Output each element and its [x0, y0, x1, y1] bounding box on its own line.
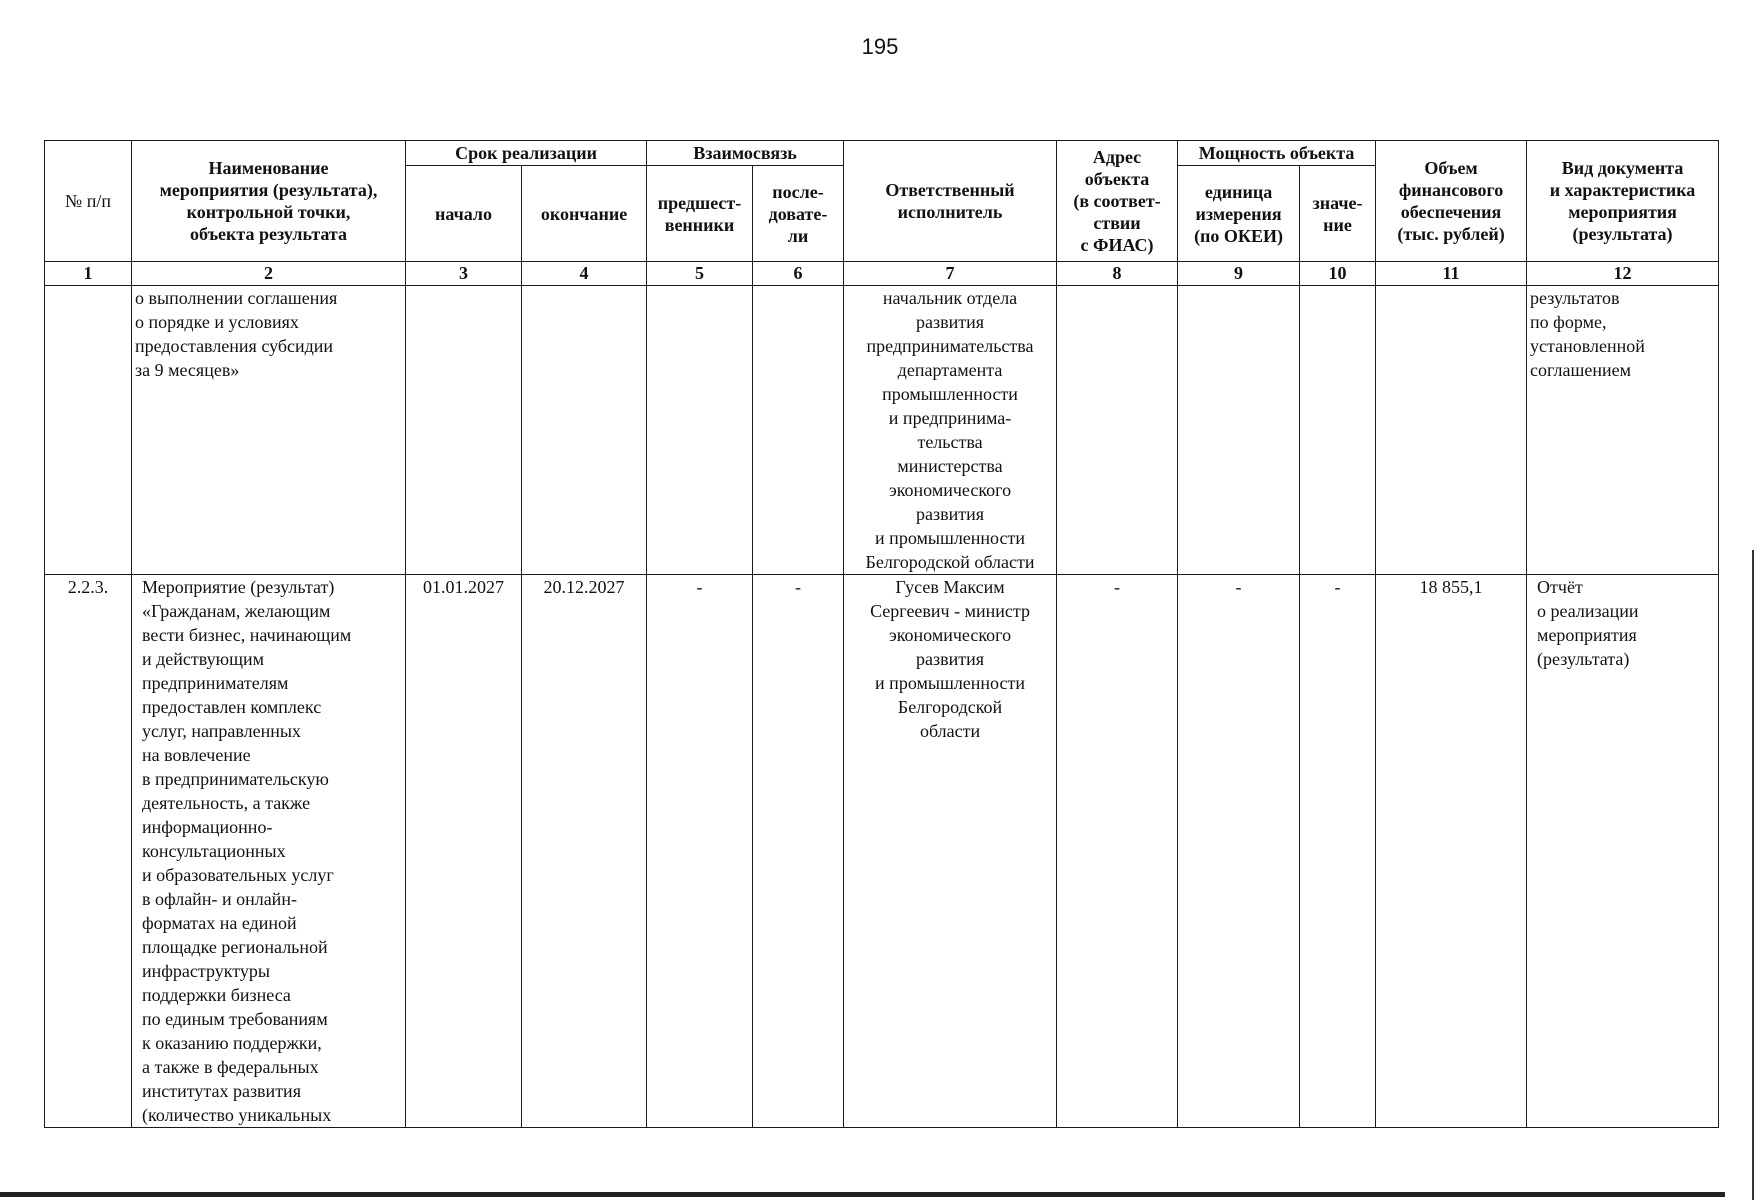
- column-number: 5: [647, 262, 753, 286]
- cell-unit: [1178, 286, 1300, 575]
- column-number: 6: [753, 262, 844, 286]
- column-number: 8: [1057, 262, 1178, 286]
- header-col-succ: после- довате- ли: [753, 166, 844, 262]
- page-number: 195: [861, 34, 899, 59]
- cell-finance: [1376, 286, 1527, 575]
- header-col-doc: Вид документа и характеристика мероприятия (результата): [1527, 141, 1719, 262]
- header-col-name: Наименование мероприятия (результата), контрольной точки, объекта результата: [132, 141, 406, 262]
- column-number: 2: [132, 262, 406, 286]
- header-col-resp: Ответственный исполнитель: [844, 141, 1057, 262]
- table-row: [45, 575, 1719, 1128]
- column-number: 9: [1178, 262, 1300, 286]
- cell-succ: [753, 286, 844, 575]
- cell-pred: -: [647, 575, 753, 1128]
- cell-end: [522, 286, 647, 575]
- column-number: 4: [522, 262, 647, 286]
- cell-succ: -: [753, 575, 844, 1128]
- cell-name: Мероприятие (результат) «Гражданам, желающим вести бизнес, начинающим и действующим предпринимателям предоставлен комплекс услуг, направленных на вовлечение в предпринимательскую деятельность, а также информационно- консультационных и образовательных услуг в офлайн- и онлайн- форматах на единой площадке региональной инфраструктуры поддержки бизнеса по единым требованиям к оказанию поддержки, а также в федеральных институтах развития (количество уникальных: [132, 575, 406, 1128]
- cell-doc: Отчёт о реализации мероприятия (результата): [1527, 575, 1719, 1128]
- header-col-addr: Адрес объекта (в соответ- ствии с ФИАС): [1057, 141, 1178, 262]
- cell-resp: начальник отдела развития предпринимательства департамента промышленности и предпринима- тельства министерства экономического развития и промышленности Белгородской области: [844, 286, 1057, 575]
- cell-name: о выполнении соглашения о порядке и условиях предоставления субсидии за 9 месяцев»: [132, 286, 406, 575]
- cell-start: [406, 286, 522, 575]
- cell-no: [45, 286, 132, 575]
- header-col-no: № п/п: [45, 141, 132, 262]
- cell-no: 2.2.3.: [45, 575, 132, 1128]
- cell-addr: [1057, 286, 1178, 575]
- events-table: [44, 140, 1719, 1128]
- scan-right-edge: [1752, 550, 1754, 1200]
- cell-resp: Гусев Максим Сергеевич - министр экономического развития и промышленности Белгородской области: [844, 575, 1057, 1128]
- cell-value: [1300, 286, 1376, 575]
- column-number: 7: [844, 262, 1057, 286]
- header-col-value: значе- ние: [1300, 166, 1376, 262]
- column-number-row: [45, 262, 1719, 286]
- cell-start: 01.01.2027: [406, 575, 522, 1128]
- column-number: 3: [406, 262, 522, 286]
- cell-end: 20.12.2027: [522, 575, 647, 1128]
- column-number: 12: [1527, 262, 1719, 286]
- header-col-end: окончание: [522, 166, 647, 262]
- scan-bottom-rule: [0, 1192, 1725, 1197]
- column-number: 11: [1376, 262, 1527, 286]
- cell-pred: [647, 286, 753, 575]
- table-row: [45, 286, 1719, 575]
- header-col-start: начало: [406, 166, 522, 262]
- cell-finance: 18 855,1: [1376, 575, 1527, 1128]
- header-group-link: Взаимосвязь: [647, 141, 844, 166]
- cell-value: -: [1300, 575, 1376, 1128]
- header-group-period: Срок реализации: [406, 141, 647, 166]
- column-number: 10: [1300, 262, 1376, 286]
- column-number: 1: [45, 262, 132, 286]
- cell-unit: -: [1178, 575, 1300, 1128]
- header-col-pred: предшест- венники: [647, 166, 753, 262]
- cell-addr: -: [1057, 575, 1178, 1128]
- header-col-unit: единица измерения (по ОКЕИ): [1178, 166, 1300, 262]
- header-group-capacity: Мощность объекта: [1178, 141, 1376, 166]
- cell-doc: результатов по форме, установленной соглашением: [1527, 286, 1719, 575]
- header-col-finance: Объем финансового обеспечения (тыс. рублей): [1376, 141, 1527, 262]
